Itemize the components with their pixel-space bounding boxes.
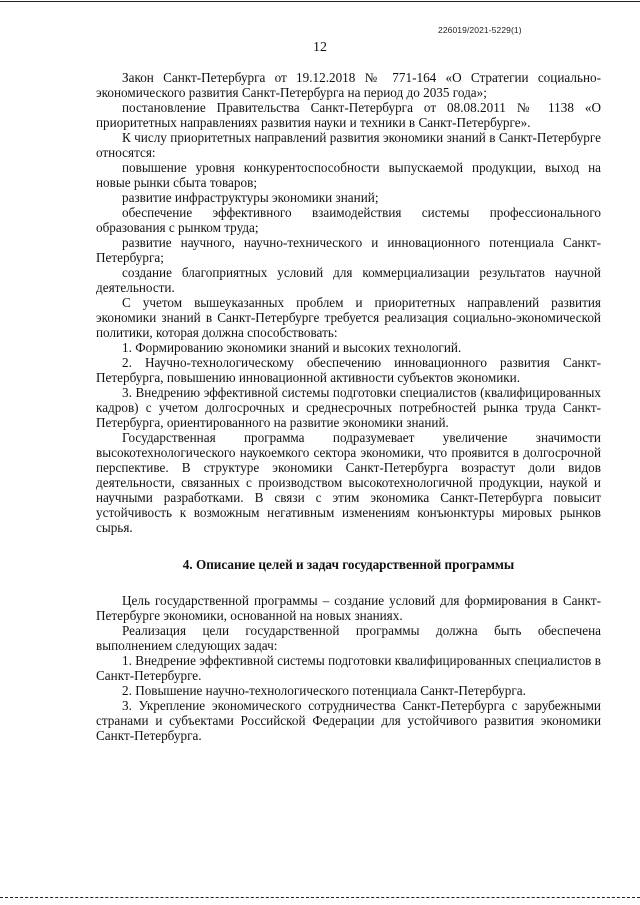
paragraph: развитие инфраструктуры экономики знаний; (122, 190, 379, 205)
paragraph-group-a (96, 70, 601, 535)
list-item: 1. Внедрение эффективной системы подготовки квалифицированных специалистов в Санкт-Петербурге. (96, 653, 601, 683)
paragraph: развитие научного, научно-технического и инновационного потенциала Санкт-Петербурга; (96, 235, 601, 265)
list-item: 2. Научно-технологическому обеспечению инновационного развития Санкт-Петербурга, повышению инновационной активности субъектов экономики. (96, 355, 601, 385)
paragraph: Государственная программа подразумевает увеличение значимости высокотехнологического наукоемкого сектора экономики, что проявится в долгосрочной перспективе. В структуре экономики Санкт-Петербурга возрастут доли видов деятельности, связанных с производством высокотехнологичной продукции, наукой и научными разработками. В связи с этим экономика Санкт-Петербурга повысит устойчивость к возможным негативным изменениям конъюнктуры мировых рынков сырья. (96, 430, 601, 535)
section-heading: 4. Описание целей и задач государственной программы (182, 557, 515, 572)
paragraph: Цель государственной программы – создание условий для формирования в Санкт-Петербурге экономики, основанной на новых знаниях. (96, 593, 601, 623)
list-item: 2. Повышение научно-технологического потенциала Санкт-Петербурга. (122, 683, 526, 698)
paragraph: обеспечение эффективного взаимодействия системы профессионального образования с рынком труда; (96, 205, 601, 235)
paragraph: С учетом вышеуказанных проблем и приоритетных направлений развития экономики знаний в Санкт-Петербурге требуется реализация социально-экономической политики, которая должна способствовать: (96, 295, 601, 340)
paragraph: создание благоприятных условий для коммерциализации результатов научной деятельности. (96, 265, 601, 295)
paragraph: К числу приоритетных направлений развития экономики знаний в Санкт-Петербурге относятся: (96, 130, 601, 160)
paragraph: Реализация цели государственной программы должна быть обеспечена выполнением следующих задач: (96, 623, 601, 653)
document-body (96, 70, 601, 743)
page-number: 12 (313, 40, 327, 55)
list-item: 1. Формированию экономики знаний и высоких технологий. (122, 340, 462, 355)
top-scan-border (0, 1, 640, 2)
registration-stamp: 226019/2021-5229(1) (438, 25, 522, 35)
paragraph: Закон Санкт-Петербурга от 19.12.2018 № 771-164 «О Стратегии социально-экономического развития Санкт-Петербурга на период до 2035 года»; (96, 70, 601, 100)
list-item: 3. Укрепление экономического сотрудничества Санкт-Петербурга с зарубежными странами и субъектами Российской Федерации для устойчивого развития экономики Санкт-Петербурга. (96, 698, 601, 743)
list-item: 3. Внедрению эффективной системы подготовки специалистов (квалифицированных кадров) с учетом долгосрочных и среднесрочных потребностей рынка труда Санкт-Петербурга, ориентированного на развитие экономики знаний. (96, 385, 601, 430)
paragraph: постановление Правительства Санкт-Петербурга от 08.08.2011 № 1138 «О приоритетных направлениях развития науки и техники в Санкт-Петербурге». (96, 100, 601, 130)
paragraph-group-b (96, 593, 601, 743)
bottom-scan-border (0, 897, 640, 898)
paragraph: повышение уровня конкурентоспособности выпускаемой продукции, выход на новые рынки сбыта товаров; (96, 160, 601, 190)
